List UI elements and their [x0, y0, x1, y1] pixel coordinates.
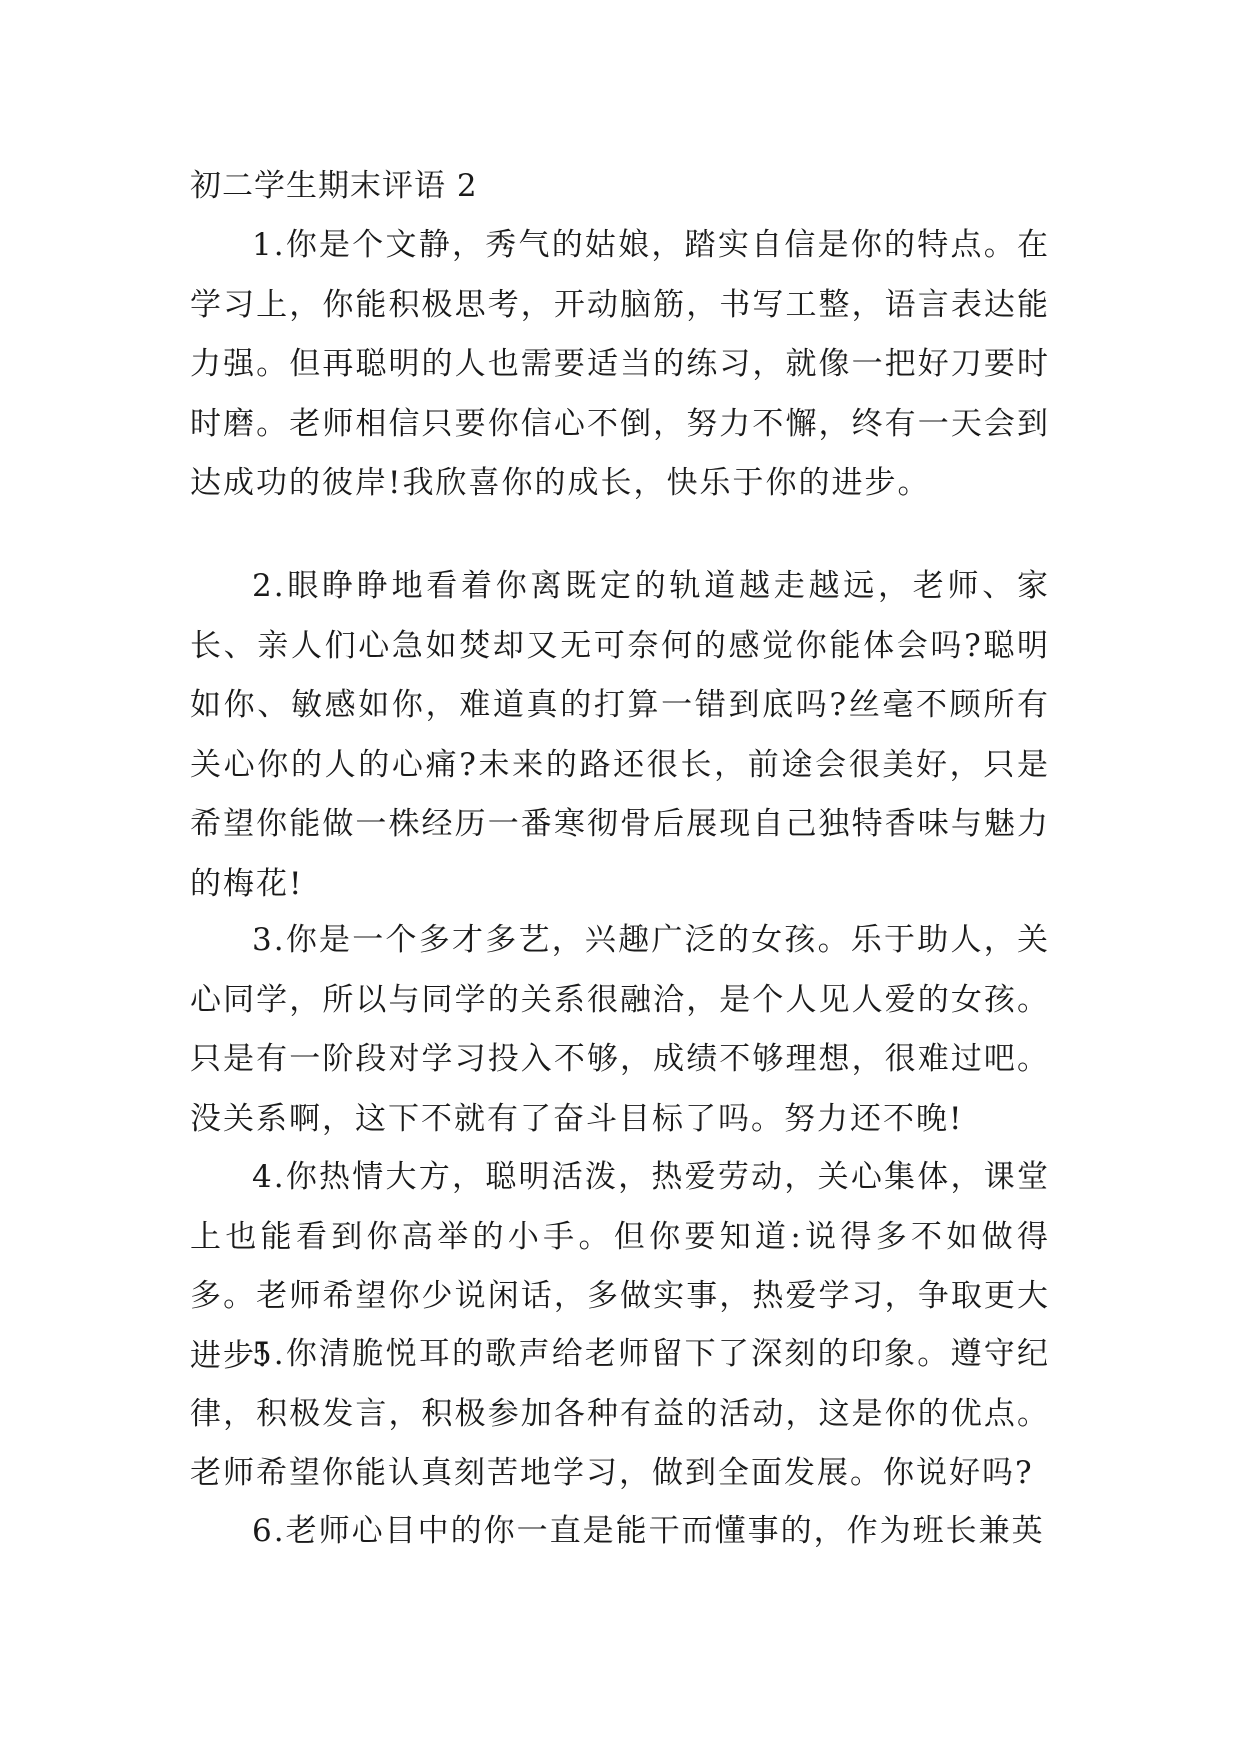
- comment-paragraph-5: 5.你清脆悦耳的歌声给老师留下了深刻的印象。遵守纪律，积极发言，积极参加各种有益的活动，这是你的优点。老师希望你能认真刻苦地学习，做到全面发展。你说好吗?: [190, 1336, 1050, 1491]
- comment-paragraph-6: 6.老师心目中的你一直是能干而懂事的，作为班长兼英: [252, 1513, 1045, 1549]
- comment-paragraph-4: 4.你热情大方，聪明活泼，热爱劳动，关心集体，课堂上也能看到你高举的小手。但你要知道:说得多不如做得多。老师希望你少说闲话，多做实事，热爱学习，争取更大进步!: [190, 1159, 1050, 1374]
- comment-paragraph-1: 1.你是个文静，秀气的姑娘，踏实自信是你的特点。在学习上，你能积极思考，开动脑筋，书写工整，语言表达能力强。但再聪明的人也需要适当的练习，就像一把好刀要时时磨。老师相信只要你信心不倒，努力不懈，终有一天会到达成功的彼岸!我欣喜你的成长，快乐于你的进步。: [190, 227, 1050, 501]
- document-title: 初二学生期末评语 2: [190, 168, 478, 204]
- comment-paragraph-2: 2.眼睁睁地看着你离既定的轨道越走越远，老师、家长、亲人们心急如焚却又无可奈何的感觉你能体会吗?聪明如你、敏感如你，难道真的打算一错到底吗?丝毫不顾所有关心你的人的心痛?未来的路还很长，前途会很美好，只是希望你能做一株经历一番寒彻骨后展现自己独特香味与魅力的梅花!: [190, 568, 1050, 902]
- comment-paragraph-3: 3.你是一个多才多艺，兴趣广泛的女孩。乐于助人，关心同学，所以与同学的关系很融洽，是个人见人爱的女孩。只是有一阶段对学习投入不够，成绩不够理想，很难过吧。没关系啊，这下不就有了奋斗目标了吗。努力还不晚!: [190, 922, 1050, 1137]
